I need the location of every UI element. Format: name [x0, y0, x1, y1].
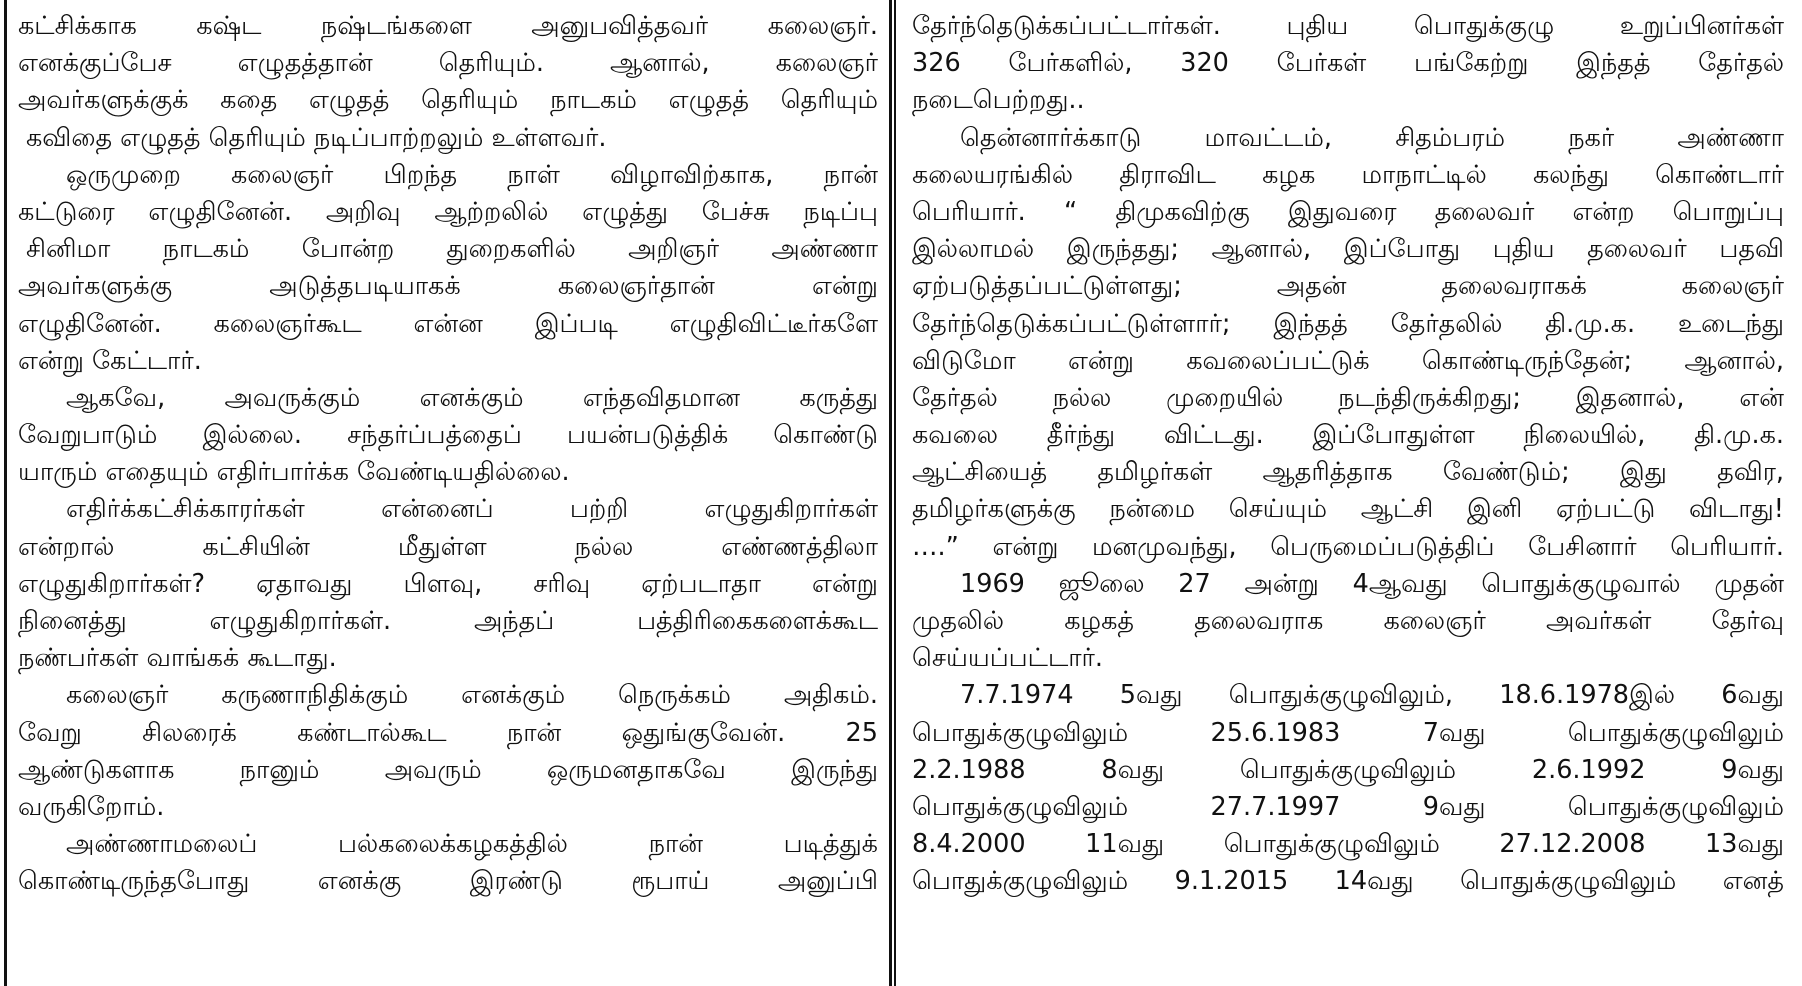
left-column-text-line: ஆண்டுகளாக நானும் அவரும் ஒருமனதாகவே இருந்து — [18, 754, 878, 785]
left-column-text-line: கட்டுரை எழுதினேன். அறிவு ஆற்றலில் எழுத்து பேச்சு நடிப்பு — [18, 196, 878, 227]
right-column-text-line: நடைபெற்றது.. — [912, 85, 1085, 116]
left-column-text-line: அவர்களுக்கு அடுத்தபடியாகக் கலைஞர்தான் என்று — [18, 271, 878, 302]
right-column-text-line: பொதுக்குழுவிலும் 9.1.2015 14வது பொதுக்குழுவிலும் எனத் — [912, 866, 1784, 897]
left-border-rule — [4, 0, 7, 986]
left-text-column — [18, 0, 878, 986]
column-divider-left — [889, 0, 892, 986]
left-column-text-line: வருகிறோம். — [18, 791, 165, 822]
left-column-text-line: அவர்களுக்குக் கதை எழுதத் தெரியும் நாடகம் எழுதத் தெரியும் — [18, 85, 878, 116]
left-column-text-line: கலைஞர் கருணாநிதிக்கும் எனக்கும் நெருக்கம் அதிகம். — [66, 680, 878, 711]
left-column-text-line: நண்பர்கள் வாங்கக் கூடாது. — [18, 643, 337, 674]
right-column-text-line: தென்னார்க்காடு மாவட்டம், சிதம்பரம் நகர் அண்ணா — [960, 122, 1784, 153]
right-column-text-line: முதலில் கழகத் தலைவராக கலைஞர் அவர்கள் தேர்வு — [912, 606, 1784, 636]
left-column-text-line: எனக்குப்பேச எழுதத்தான் தெரியும். ஆனால், கலைஞர் — [18, 48, 878, 79]
right-column-text-line: கலையரங்கில் திராவிட கழக மாநாட்டில் கலந்து கொண்டார் — [912, 159, 1784, 190]
left-column-text-line: என்றால் கட்சியின் மீதுள்ள நல்ல எண்ணத்திலா — [18, 531, 878, 562]
left-column-top-spacer — [18, 0, 878, 8]
left-column-text-line: எதிர்க்கட்சிக்காரர்கள் என்னைப் பற்றி எழுதுகிறார்கள் — [66, 494, 878, 525]
right-column-text-line: விடுமோ என்று கவலைப்பட்டுக் கொண்டிருந்தேன்; ஆனால், — [912, 345, 1784, 376]
left-column-text-line: அண்ணாமலைப் பல்கலைக்கழகத்தில் நான் படித்துக் — [66, 829, 878, 860]
right-text-column — [912, 0, 1784, 986]
left-column-text-line: எழுதுகிறார்கள்? ஏதாவது பிளவு, சரிவு ஏற்படாதா என்று — [18, 568, 878, 599]
right-column-text-line: ஆட்சியைத் தமிழர்கள் ஆதரித்தாக வேண்டும்; இது தவிர, — [912, 457, 1784, 488]
right-column-text-line: பெரியார். “ திமுகவிற்கு இதுவரை தலைவர் என்ற பொறுப்பு — [912, 196, 1784, 227]
right-column-text-line: ஏற்படுத்தப்பட்டுள்ளது; அதன் தலைவராகக் கலைஞர் — [912, 271, 1784, 302]
right-column-text-line: கவலை தீர்ந்து விட்டது. இப்போதுள்ள நிலையில், தி.மு.க. — [912, 420, 1784, 451]
right-column-text-line: தமிழர்களுக்கு நன்மை செய்யும் ஆட்சி இனி ஏற்பட்டு விடாது! — [912, 494, 1784, 525]
left-column-text-line: யாரும் எதையும் எதிர்பார்க்க வேண்டியதில்லை. — [18, 457, 570, 488]
right-column-text-line: பொதுக்குழுவிலும் 25.6.1983 7வது பொதுக்குழுவிலும் — [912, 717, 1784, 748]
right-column-text-line: பொதுக்குழுவிலும் 27.7.1997 9வது பொதுக்குழுவிலும் — [912, 791, 1784, 822]
right-column-text-line: செய்யப்பட்டார். — [912, 643, 1103, 674]
right-column-text-line: இல்லாமல் இருந்தது; ஆனால், இப்போது புதிய தலைவர் பதவி — [912, 234, 1784, 265]
right-column-text-line: ….” என்று மனமுவந்து, பெருமைப்படுத்திப் பேசினார் பெரியார். — [912, 531, 1784, 562]
right-column-top-spacer — [912, 0, 1784, 8]
right-column-text-line: 2.2.1988 8வது பொதுக்குழுவிலும் 2.6.1992 9வது — [912, 754, 1784, 785]
left-column-text-line: கவிதை எழுதத் தெரியும் நடிப்பாற்றலும் உள்ளவர். — [26, 122, 607, 153]
left-column-text-line: சினிமா நாடகம் போன்ற துறைகளில் அறிஞர் அண்ணா — [26, 234, 878, 265]
left-column-text-line: என்று கேட்டார். — [18, 345, 202, 376]
right-column-text-line: தேர்ந்தெடுக்கப்பட்டுள்ளார்; இந்தத் தேர்தலில் தி.மு.க. உடைந்து — [912, 308, 1784, 339]
right-column-text-line: 7.7.1974 5வது பொதுக்குழுவிலும், 18.6.1978இல் 6வது — [960, 680, 1784, 711]
right-column-text-line: 1969 ஜூலை 27 அன்று 4ஆவது பொதுக்குழுவால் முதன் — [960, 568, 1784, 599]
left-column-text-line: ஆகவே, அவருக்கும் எனக்கும் எந்தவிதமான கருத்து — [66, 382, 878, 413]
left-column-text-line: ஒருமுறை கலைஞர் பிறந்த நாள் விழாவிற்காக, நான் — [66, 159, 878, 190]
left-column-text-line: கட்சிக்காக கஷ்ட நஷ்டங்களை அனுபவித்தவர் கலைஞர். — [18, 11, 878, 41]
right-column-text-line: தேர்ந்தெடுக்கப்பட்டார்கள். புதிய பொதுக்குழு உறுப்பினர்கள் — [912, 11, 1784, 41]
left-column-text-line: வேறுபாடும் இல்லை. சந்தர்ப்பத்தைப் பயன்படுத்திக் கொண்டு — [18, 420, 878, 451]
left-column-text-line: கொண்டிருந்தபோது எனக்கு இரண்டு ரூபாய் அனுப்பி — [18, 866, 878, 897]
right-column-text-line: தேர்தல் நல்ல முறையில் நடந்திருக்கிறது; இதனால், என் — [912, 382, 1784, 413]
left-column-text-line: வேறு சிலரைக் கண்டால்கூட நான் ஒதுங்குவேன். 25 — [18, 717, 878, 748]
right-column-text-line: 326 பேர்களில், 320 பேர்கள் பங்கேற்று இந்தத் தேர்தல் — [912, 48, 1784, 79]
left-column-text-line: எழுதினேன். கலைஞர்கூட என்ன இப்படி எழுதிவிட்டீர்களே — [18, 308, 878, 339]
left-column-text-line: நினைத்து எழுதுகிறார்கள். அந்தப் பத்திரிகைகளைக்கூட — [18, 606, 878, 636]
column-divider-right — [894, 0, 896, 986]
right-column-text-line: 8.4.2000 11வது பொதுக்குழுவிலும் 27.12.2008 13வது — [912, 829, 1784, 860]
